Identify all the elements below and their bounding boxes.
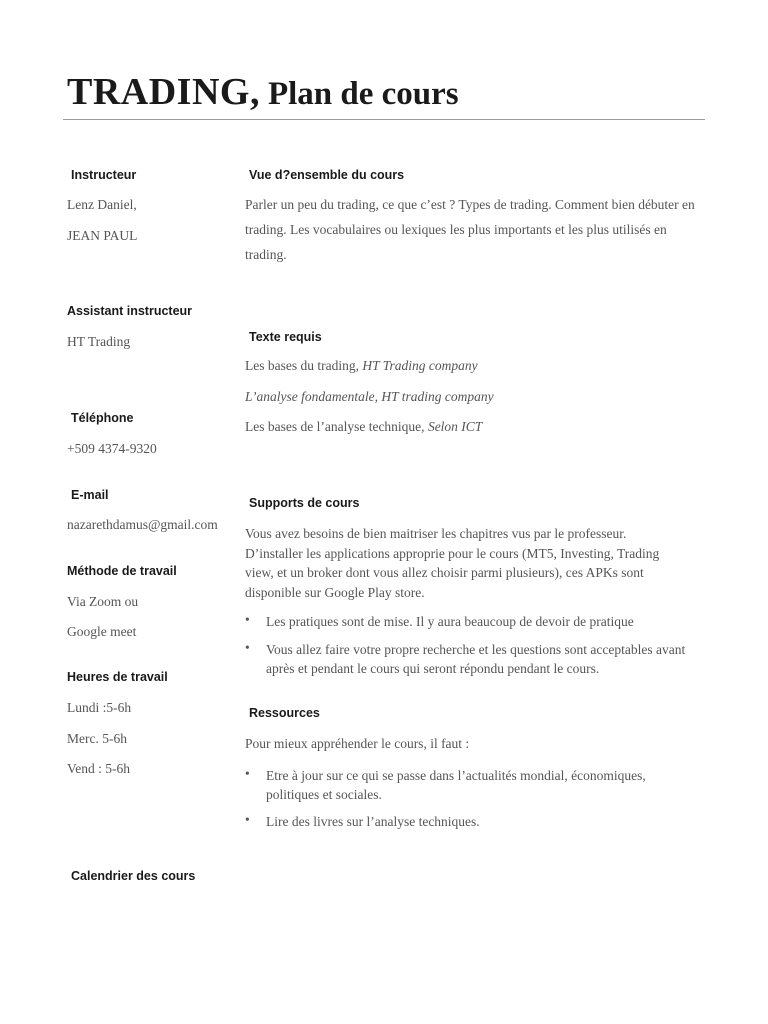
assistant-value: HT Trading [67,334,131,349]
assistant-heading: Assistant instructeur [67,304,193,318]
title-divider [63,119,705,120]
method-line-1: Via Zoom ou [67,594,139,609]
hours-line-2: Merc. 5-6h [67,731,127,746]
resources-text: Pour mieux appréhender le cours, il faut : [245,736,470,751]
title-main: TRADING, [67,71,260,113]
required-text-1: Les bases du trading, HT Trading company [245,358,478,373]
page-title [67,70,468,114]
supports-text: Vous avez besoins de bien maitriser les chapitres vus par le professeur. D’installer les applications appropriе pour le cours (MT5, Investing, Trading view, et un broker dont vous allez choisir parmi plusieurs), ces APKs sont disponible sur Google Play store. [245,526,660,600]
email-heading: E-mail [71,488,109,502]
overview-heading: Vue d?ensemble du cours [249,168,405,182]
required-text-2: L’analyse fondamentale, HT trading company [245,389,494,404]
phone-value: +509 4374-9320 [67,441,157,456]
required-text-3: Les bases de l’analyse technique, Selon ICT [245,419,483,434]
title-sub: Plan de cours [267,76,459,112]
hours-heading: Heures de travail [67,670,168,684]
overview-text: Parler un peu du trading, ce que c’est ? Types de trading. Comment bien débuter en trading. Les vocabulaires ou lexiques les plus importants et les plus utilisés en trading. [245,197,695,262]
instructor-name-2: JEAN PAUL [67,228,138,243]
phone-heading: Téléphone [71,411,134,425]
instructor-heading: Instructeur [71,168,137,182]
method-heading: Méthode de travail [67,564,177,578]
supports-heading: Supports de cours [249,496,360,510]
method-line-2: Google meet [67,624,137,639]
texts-heading: Texte requis [249,330,322,344]
resources-heading: Ressources [249,706,320,720]
instructor-name-1: Lenz Daniel, [67,197,137,212]
hours-line-3: Vend : 5-6h [67,761,130,776]
hours-line-1: Lundi :5-6h [67,700,132,715]
calendar-heading: Calendrier des cours [71,869,196,883]
email-value: nazarethdamus@gmail.com [67,517,218,532]
